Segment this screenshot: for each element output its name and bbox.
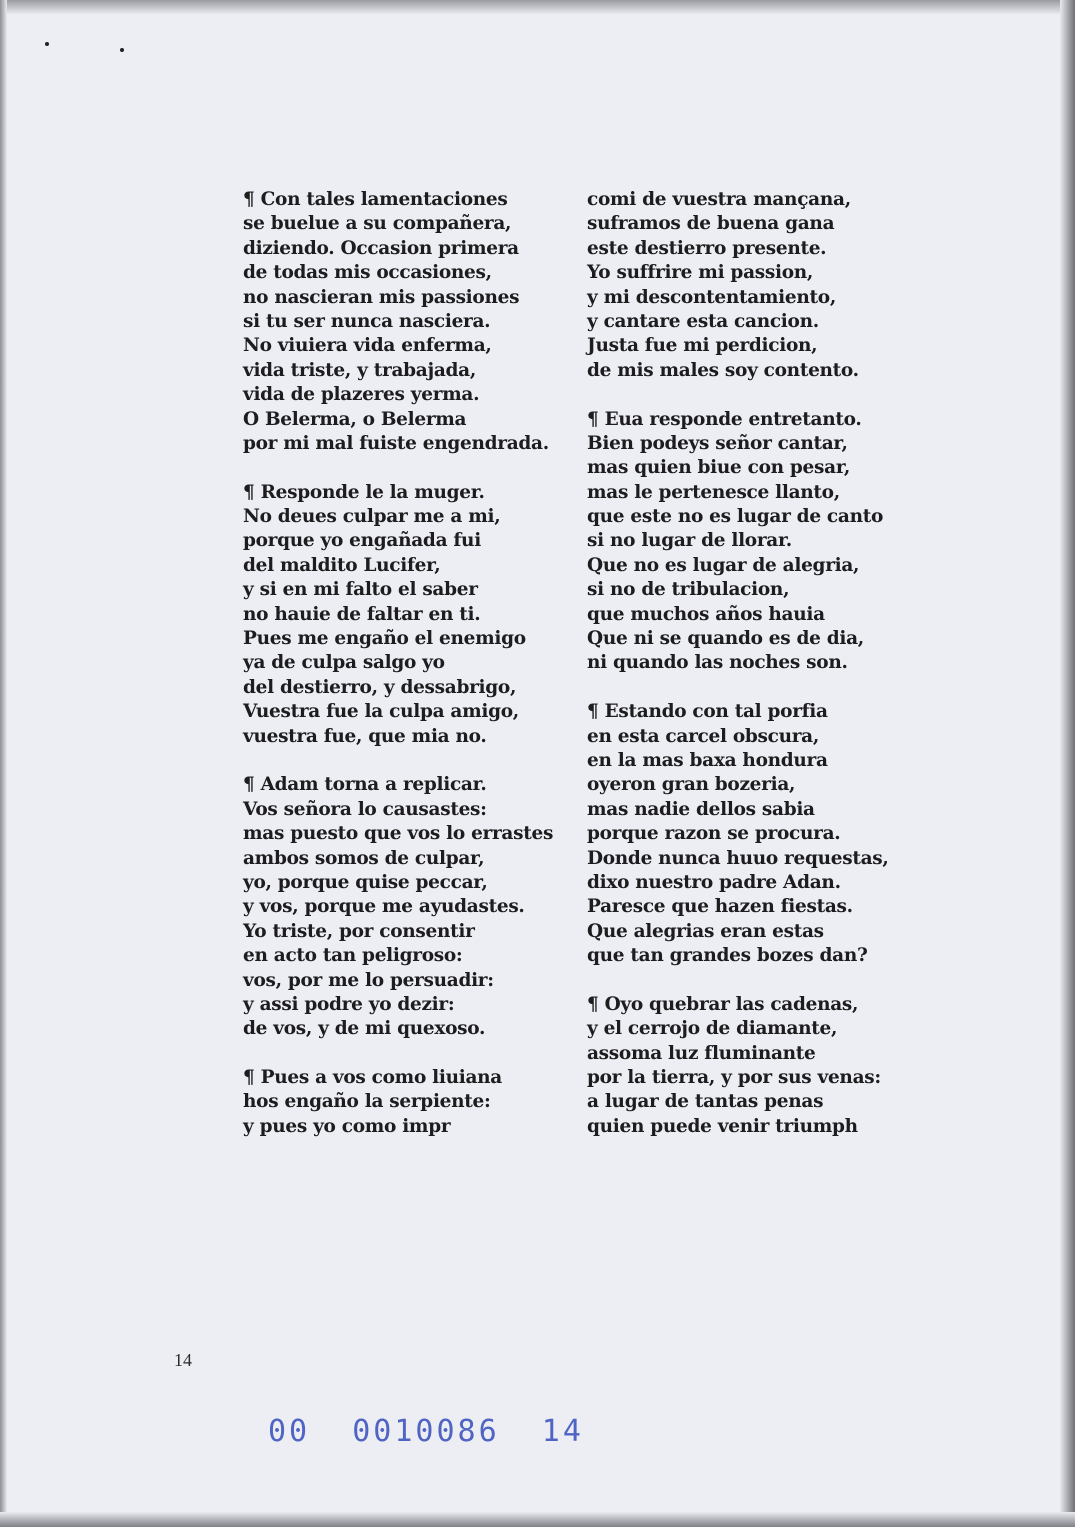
verse-stanza [243, 188, 563, 456]
verse-line: ¶ Estando con tal porfia [587, 701, 828, 723]
verse-line: yo, porque quise peccar, [243, 871, 488, 893]
verse-line: comi de vuestra mançana, [587, 189, 851, 210]
verse-line: hos engaño la serpiente: [243, 1091, 491, 1113]
verse-line: ¶ Responde le la muger. [243, 481, 485, 503]
verse-line: ¶ Oyo quebrar las cadenas, [587, 993, 859, 1015]
verse-line: del destierro, y dessabrigo, [243, 676, 517, 698]
verse-line: que muchos años hauia [587, 603, 825, 625]
scan-edge-right [1060, 0, 1075, 1527]
verse-line: y si en mi falto el saber [243, 579, 478, 601]
verse-stanza [243, 773, 563, 1041]
verse-line: vida de plazeres yerma. [243, 384, 480, 406]
scan-edge-top [0, 0, 1075, 14]
verse-line: porque razon se procura. [587, 823, 841, 845]
verse-line: no nascieran mis passiones [243, 286, 520, 308]
scan-speck [45, 42, 49, 46]
verse-line: si no lugar de llorar. [587, 530, 792, 552]
verse-line: Justa fue mi perdicion, [587, 335, 818, 357]
verse-line: y cantare esta cancion. [587, 310, 819, 332]
verse-line: diziendo. Occasion primera [243, 237, 519, 259]
verse-line: Yo suffrire mi passion, [587, 262, 814, 284]
verse-stanza [243, 1066, 563, 1139]
verse-line: vuestra fue, que mia no. [243, 725, 487, 747]
verse-line: Vos señora lo causastes: [243, 798, 487, 820]
verse-line: y vos, porque me ayudastes. [243, 896, 525, 918]
verse-line: vida triste, y trabajada, [243, 359, 477, 381]
verse-line: Que alegrias eran estas [587, 920, 824, 942]
verse-line: ¶ Adam torna a replicar. [243, 774, 487, 796]
verse-line: oyeron gran bozeria, [587, 774, 796, 796]
verse-line: Que ni se quando es de dia, [587, 628, 864, 650]
verse-line: por la tierra, y por sus venas: [587, 1067, 881, 1089]
verse-line: ¶ Pues a vos como liuiana [243, 1067, 502, 1089]
verse-line: Vuestra fue la culpa amigo, [243, 701, 519, 723]
verse-line: No viuiera vida enferma, [243, 335, 492, 357]
verse-line: del maldito Lucifer, [243, 554, 441, 576]
verse-line: Bien podeys señor cantar, [587, 432, 848, 454]
verse-line: si no de tribulacion, [587, 579, 790, 601]
right-text-column [587, 188, 907, 1164]
verse-line: mas nadie dellos sabia [587, 798, 815, 820]
verse-line: mas puesto que vos lo errastes [243, 823, 554, 845]
verse-line: ¶ Eua responde entretanto. [587, 408, 862, 430]
verse-line: y el cerrojo de diamante, [587, 1018, 838, 1040]
verse-line: assoma luz fluminante [587, 1042, 816, 1064]
verse-line: se buelue a su compañera, [243, 213, 512, 235]
verse-stanza [587, 408, 907, 676]
left-text-column [243, 188, 563, 1164]
verse-line: en acto tan peligroso: [243, 945, 463, 967]
verse-line: mas le pertenesce llanto, [587, 481, 840, 503]
verse-line: en la mas baxa hondura [587, 749, 828, 771]
verse-line: por mi mal fuiste engendrada. [243, 432, 549, 454]
verse-line: este destierro presente. [587, 237, 827, 259]
verse-line: porque yo engañada fui [243, 530, 481, 552]
verse-stanza [587, 993, 907, 1139]
page-number: 14 [174, 1350, 192, 1370]
verse-line: de vos, y de mi quexoso. [243, 1018, 486, 1040]
verse-line: y assi podre yo dezir: [243, 993, 455, 1015]
verse-line: en esta carcel obscura, [587, 725, 820, 747]
verse-line: Paresce que hazen fiestas. [587, 896, 853, 918]
verse-line: de mis males soy contento. [587, 359, 859, 381]
verse-line: mas quien biue con pesar, [587, 457, 851, 479]
archive-stamp: 00 0010086 14 [268, 1414, 584, 1449]
verse-line: y pues yo como impr [243, 1115, 451, 1137]
verse-line: de todas mis occasiones, [243, 262, 492, 284]
verse-line: Yo triste, por consentir [243, 920, 475, 942]
verse-line: vos, por me lo persuadir: [243, 969, 494, 991]
verse-line: ¶ Con tales lamentaciones [243, 189, 508, 210]
verse-line: O Belerma, o Belerma [243, 408, 467, 430]
scan-edge-bottom [0, 1512, 1075, 1527]
verse-stanza [587, 700, 907, 968]
verse-line: Pues me engaño el enemigo [243, 628, 526, 650]
scan-speck [120, 48, 124, 52]
verse-line: Que no es lugar de alegria, [587, 554, 860, 576]
verse-line: no hauie de faltar en ti. [243, 603, 481, 625]
verse-line: No deues culpar me a mi, [243, 506, 501, 528]
verse-line: y mi descontentamiento, [587, 286, 836, 308]
verse-line: que este no es lugar de canto [587, 506, 884, 528]
verse-line: si tu ser nunca nasciera. [243, 310, 491, 332]
verse-line: dixo nuestro padre Adan. [587, 871, 841, 893]
verse-line: Donde nunca huuo requestas, [587, 847, 889, 869]
verse-line: a lugar de tantas penas [587, 1091, 824, 1113]
verse-line: quien puede venir triumph [587, 1115, 858, 1137]
verse-stanza [587, 188, 907, 383]
verse-line: ni quando las noches son. [587, 652, 848, 674]
verse-line: ambos somos de culpar, [243, 847, 485, 869]
verse-stanza [243, 481, 563, 749]
verse-line: que tan grandes bozes dan? [587, 945, 868, 967]
scan-edge-left [0, 0, 7, 1527]
verse-line: suframos de buena gana [587, 213, 835, 235]
verse-line: ya de culpa salgo yo [243, 652, 445, 674]
